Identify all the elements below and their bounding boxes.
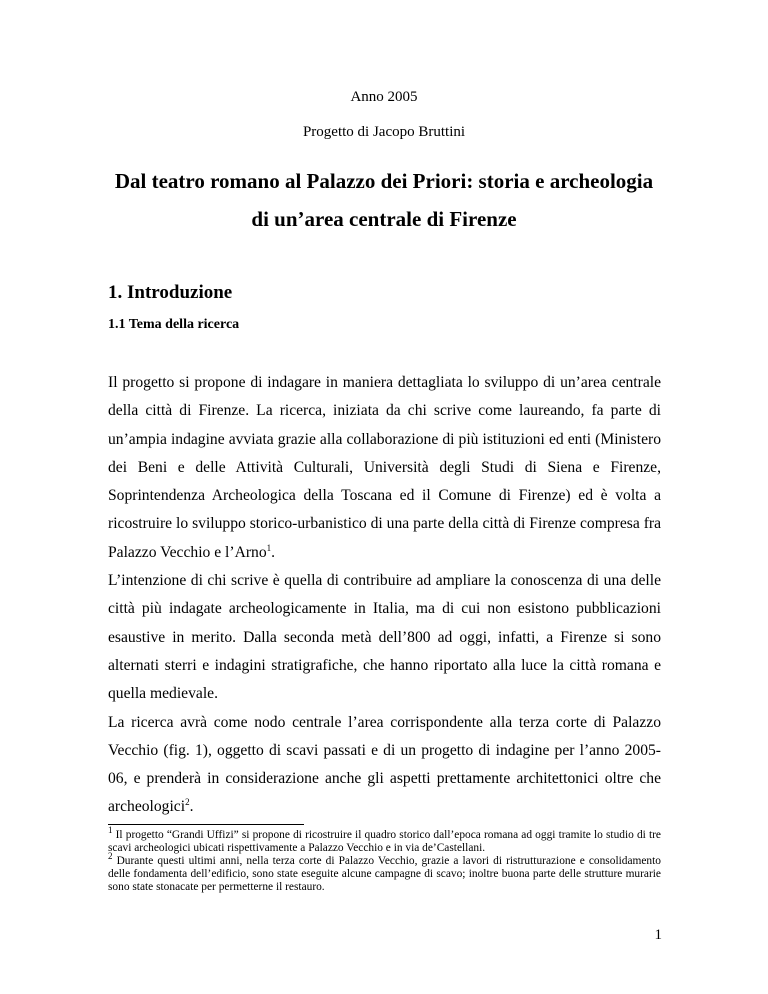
footnote-1 <box>108 825 661 855</box>
header-project: Progetto di Jacopo Bruttini <box>302 124 466 140</box>
title-line-1: Dal teatro romano al Palazzo dei Priori: storia e archeologia <box>114 169 654 193</box>
body-text <box>108 369 661 822</box>
paragraph-3-text: La ricerca avrà come nodo centrale l’area corrispondente alla terza corte di Palazzo Vecchio (fig. 1), oggetto di scavi passati e di un progetto di indagine per l’anno 2005-06, e prenderà in considerazione anche gli aspetti prettamente architettonici oltre che archeologici <box>108 713 661 816</box>
paragraph-2: L’intenzione di chi scrive è quella di contribuire ad ampliare la conoscenza di una delle città più indagate archeologicamente in Italia, ma di cui non esistono pubblicazioni esaustive in merito. Dalla seconda metà dell’800 ad oggi, infatti, a Firenze si sono alternati sterri e indagini stratigrafiche, che hanno riportato alla luce la città romana e quella medievale. <box>108 572 661 703</box>
title-line-2: di un’area centrale di Firenze <box>251 207 517 231</box>
section-heading: 1. Introduzione <box>108 282 233 303</box>
footnote-ref-2[interactable]: 2 <box>185 797 190 808</box>
page-number: 1 <box>654 927 662 943</box>
footnote-1-mark: 1 <box>108 825 113 836</box>
paragraph-1-end: . <box>271 543 276 561</box>
footnotes <box>108 825 661 894</box>
footnote-ref-1[interactable]: 1 <box>266 542 272 553</box>
footnote-2 <box>108 851 661 894</box>
footnote-separator <box>108 824 304 825</box>
paragraph-1-text: Il progetto si propone di indagare in maniera dettagliata lo sviluppo di un’area centrale della città di Firenze. La ricerca, iniziata da chi scrive come laureando, fa parte di un’ampia indagine avviata grazie alla collaborazione di più istituzioni ed enti (Ministero dei Beni e delle Attività Culturali, Università degli Studi di Siena e Firenze, Soprintendenza Archeologica della Toscana ed il Comune di Firenze) ed è volta a ricostruire lo sviluppo storico-urbanistico di una parte della città di Firenze compresa fra Palazzo Vecchio e l’Arno <box>108 374 661 561</box>
paragraph-3-end: . <box>189 798 194 816</box>
paragraph-3 <box>108 709 661 822</box>
footnote-1-text: Il progetto “Grandi Uffizi” si propone di ricostruire il quadro storico dall’epoca romana ad oggi tramite lo studio di tre scavi archeologici ubicati rispettivamente a Palazzo Vecchio e in via de’Castellani. <box>108 829 661 855</box>
footnote-2-mark: 2 <box>108 851 113 862</box>
document-title <box>108 162 660 238</box>
footnote-2-text: Durante questi ultimi anni, nella terza corte di Palazzo Vecchio, grazie a lavori di ristrutturazione e consolidamento delle fondamenta dell’edificio, sono state eseguite alcune campagne di scavo; inoltre buona parte delle strutture murarie sono state stonacate per permetterne il restauro. <box>108 855 661 894</box>
subsection-heading: 1.1 Tema della ricerca <box>108 317 240 332</box>
header-year: Anno 2005 <box>350 89 418 105</box>
paragraph-1 <box>108 369 661 567</box>
